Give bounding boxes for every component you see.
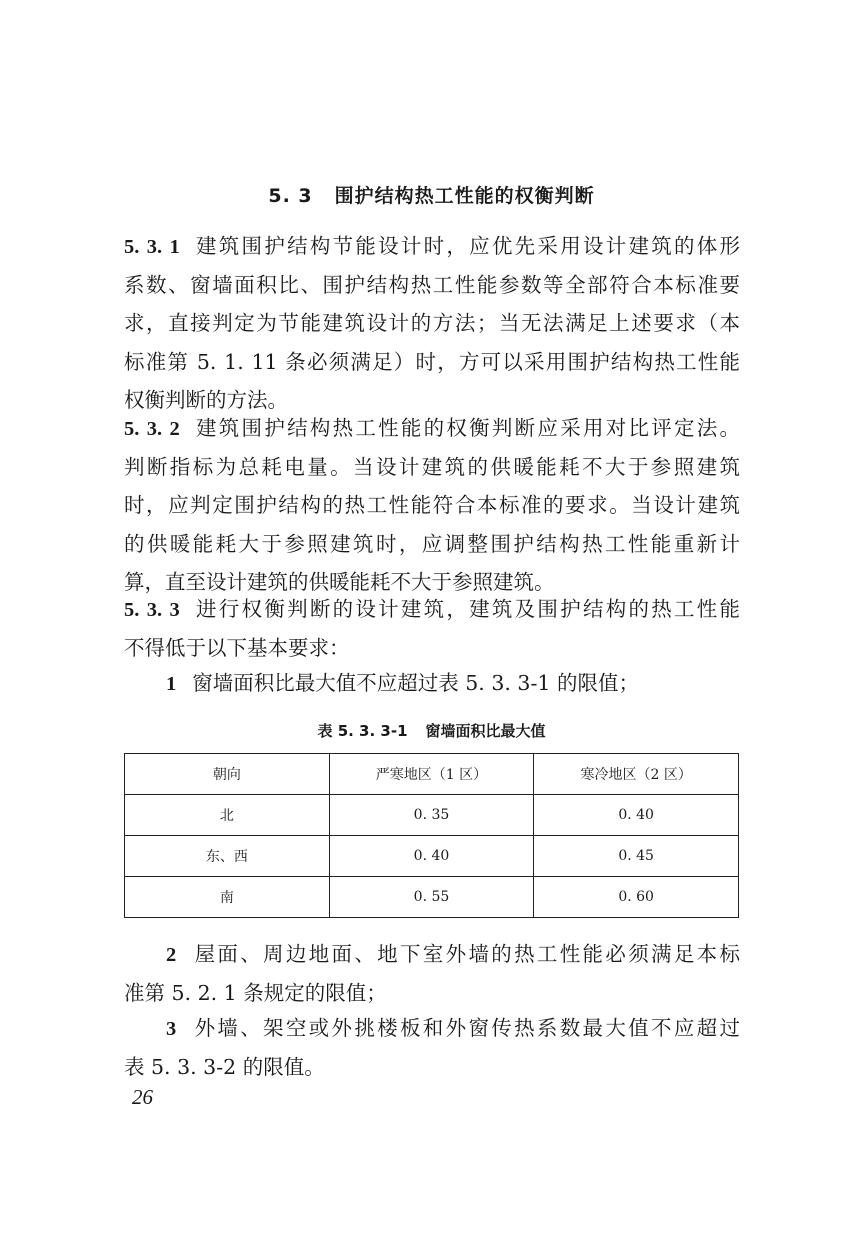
table-title-text: 窗墙面积比最大值 [425,722,546,740]
item-line: 屋面、周边地面、地下室外墙的热工性能必须满足本标 [192,942,740,966]
item-number: 1 [166,673,177,695]
item-number: 3 [166,1018,177,1040]
item-line: 外墙、架空或外挑楼板和外窗传热系数最大值不应超过 [192,1016,740,1040]
clause-number: 5. 3. 3 [124,599,180,621]
table-header-cell: 严寒地区（1 区） [329,754,534,795]
clause-number: 5. 3. 1 [124,236,180,258]
clause-line: 建筑围护结构热工性能的权衡判断应采用对比评定法。 [193,416,741,440]
section-title [0,181,863,208]
clause-line: 进行权衡判断的设计建筑，建筑及围护结构的热工性能 [193,597,741,621]
clause-number: 5. 3. 2 [124,418,180,440]
item-number: 2 [166,944,177,966]
table-cell: 0. 35 [329,795,534,836]
clause-line: 求，直接判定为节能建筑设计的方法；当无法满足上述要求（本 [124,311,740,335]
item-3 [124,1009,740,1086]
item-1 [166,664,740,703]
table-cell: 0. 45 [534,836,739,877]
item-line: 表 5. 3. 3-2 的限值。 [124,1054,325,1079]
clause-5-3-3 [124,590,740,667]
clause-line: 系数、窗墙面积比、围护结构热工性能参数等全部符合本标准要 [124,272,740,297]
table-cell: 北 [125,795,330,836]
table-header-cell: 寒冷地区（2 区） [534,754,739,795]
table-title [0,720,863,741]
item-text: 窗墙面积比最大值不应超过表 5. 3. 3-1 的限值； [192,671,639,695]
table-number: 表 5. 3. 3-1 [317,722,408,740]
table-cell: 0. 60 [534,877,739,918]
item-line: 准第 5. 2. 1 条规定的限值； [124,980,387,1005]
table-cell: 0. 55 [329,877,534,918]
clause-line: 算，直至设计建筑的供暖能耗不大于参照建筑。 [124,570,555,594]
clause-5-3-1 [124,227,740,420]
page-number: 26 [132,1085,153,1109]
table-row [125,877,739,918]
table-header-cell: 朝向 [125,754,330,795]
clause-5-3-2 [124,409,740,602]
clause-line: 建筑围护结构节能设计时，应优先采用设计建筑的体形 [193,234,741,258]
table-header-row [125,754,739,795]
item-2 [124,935,740,1012]
clause-line: 不得低于以下基本要求： [124,635,350,660]
table-cell: 0. 40 [534,795,739,836]
clause-line: 标准第 5. 1. 11 条必须满足）时，方可以采用围护结构热工性能 [124,349,740,374]
section-title-text: 围护结构热工性能的权衡判断 [334,185,595,207]
table-row [125,836,739,877]
table-row [125,795,739,836]
window-wall-ratio-table [124,753,739,918]
clause-line: 时，应判定围护结构的热工性能符合本标准的要求。当设计建筑 [124,493,740,517]
clause-line: 的供暖能耗大于参照建筑时，应调整围护结构热工性能重新计 [124,531,740,556]
section-number: 5. 3 [268,185,313,207]
clause-line: 判断指标为总耗电量。当设计建筑的供暖能耗不大于参照建筑 [124,454,740,479]
table-cell: 0. 40 [329,836,534,877]
clause-line: 权衡判断的方法。 [124,388,288,412]
table-cell: 东、西 [125,836,330,877]
table-cell: 南 [125,877,330,918]
